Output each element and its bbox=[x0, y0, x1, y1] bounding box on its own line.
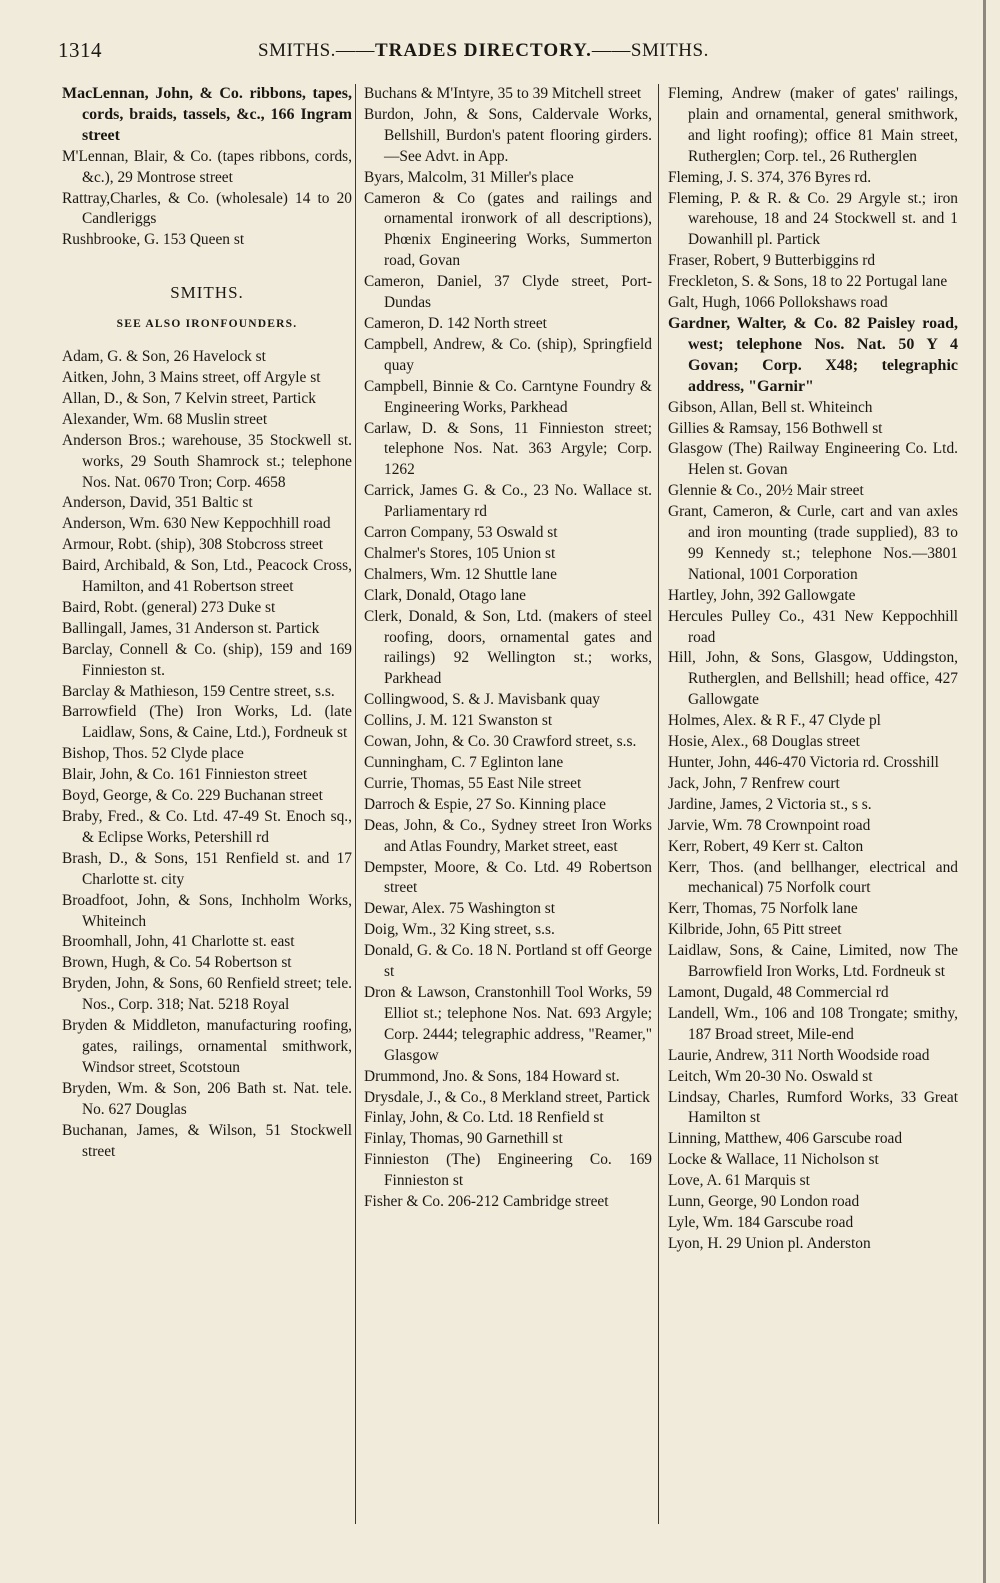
directory-entry: Gillies & Ramsay, 156 Bothwell st bbox=[668, 419, 883, 437]
directory-entry: Dron & Lawson, Cranstonhill Tool Works, 59 Elliot st.; telephone Nos. Nat. 693 Argyle; Corp. 2444; telegraphic address, "Reamer," Glasgow bbox=[364, 983, 652, 1064]
directory-entry: Allan, D., & Son, 7 Kelvin street, Partick bbox=[62, 389, 316, 407]
column-1-entries bbox=[62, 347, 352, 1162]
directory-entry: Broadfoot, John, & Sons, Inchholm Works, Whiteinch bbox=[62, 891, 352, 930]
directory-entry: Cunningham, C. 7 Eglinton lane bbox=[364, 754, 564, 771]
directory-entry: Collingwood, S. & J. Mavisbank quay bbox=[364, 691, 600, 709]
section-heading: SMITHS. bbox=[170, 283, 244, 303]
directory-entry: Barrowfield (The) Iron Works, Ld. (late Laidlaw, Sons, & Caine, Ltd.), Fordneuk st bbox=[62, 703, 352, 742]
directory-entry: Lunn, George, 90 London road bbox=[668, 1193, 860, 1211]
directory-entry: Glennie & Co., 20½ Mair street bbox=[668, 482, 864, 500]
directory-entry: Carrick, James G. & Co., 23 No. Wallace st. Parliamentary rd bbox=[364, 482, 652, 521]
directory-entry: Hunter, John, 446-470 Victoria rd. Crosshill bbox=[668, 754, 939, 771]
column-2-entries bbox=[364, 84, 652, 1213]
directory-entry: Lyon, H. 29 Union pl. Anderston bbox=[668, 1234, 871, 1252]
directory-entry: Finlay, Thomas, 90 Garnethill st bbox=[364, 1130, 563, 1148]
directory-entry: Jarvie, Wm. 78 Crownpoint road bbox=[668, 816, 871, 834]
directory-entry: Freckleton, S. & Sons, 18 to 22 Portugal lane bbox=[668, 273, 948, 291]
directory-entry: Carlaw, D. & Sons, 11 Finnieston street; telephone Nos. Nat. 363 Argyle; Corp. 1262 bbox=[364, 419, 652, 479]
directory-entry: Byars, Malcolm, 31 Miller's place bbox=[364, 168, 574, 186]
directory-entry: Cameron, Daniel, 37 Clyde street, Port-Dundas bbox=[364, 273, 652, 312]
column-divider-1 bbox=[355, 84, 356, 1524]
directory-entry: Buchans & M'Intyre, 35 to 39 Mitchell street bbox=[364, 85, 642, 102]
directory-entry: Buchanan, James, & Wilson, 51 Stockwell street bbox=[62, 1121, 352, 1160]
directory-entry: Kilbride, John, 65 Pitt street bbox=[668, 921, 842, 939]
directory-entry: Chalmers, Wm. 12 Shuttle lane bbox=[364, 565, 557, 583]
directory-entry: Campbell, Andrew, & Co. (ship), Springfield quay bbox=[364, 335, 652, 374]
page-header bbox=[58, 38, 928, 68]
column-divider-2 bbox=[658, 84, 659, 1524]
directory-entry: Fisher & Co. 206-212 Cambridge street bbox=[364, 1193, 609, 1211]
page-spine-edge bbox=[983, 0, 986, 1583]
directory-entry: Fleming, Andrew (maker of gates' railings, plain and ornamental, general smithwork, and light roofing); office 81 Main street, Rutherglen; Corp. tel., 26 Rutherglen bbox=[668, 85, 958, 165]
page-number: 1314 bbox=[58, 38, 102, 62]
directory-entry: Gibson, Allan, Bell st. Whiteinch bbox=[668, 398, 873, 416]
directory-entry: Cameron & Co (gates and railings and ornamental ironwork of all descriptions), Phœnix Engineering Works, Summerton road, Govan bbox=[364, 189, 652, 270]
directory-entry: Doig, Wm., 32 King street, s.s. bbox=[364, 921, 555, 939]
directory-entry: Carron Company, 53 Oswald st bbox=[364, 524, 558, 542]
directory-entry: Aitken, John, 3 Mains street, off Argyle st bbox=[62, 368, 321, 386]
directory-entry: Anderson, Wm. 630 New Keppochhill road bbox=[62, 515, 331, 533]
directory-entry: Braby, Fred., & Co. Ltd. 47-49 St. Enoch sq., & Eclipse Works, Petershill rd bbox=[62, 808, 352, 846]
directory-entry: Fleming, J. S. 374, 376 Byres rd. bbox=[668, 168, 872, 186]
directory-entry: Bishop, Thos. 52 Clyde place bbox=[62, 745, 244, 763]
directory-entry: Holmes, Alex. & R F., 47 Clyde pl bbox=[668, 712, 881, 730]
directory-entry: Lindsay, Charles, Rumford Works, 33 Great Hamilton st bbox=[668, 1088, 958, 1127]
directory-entry: Clark, Donald, Otago lane bbox=[364, 586, 526, 604]
directory-entry: Donald, G. & Co. 18 N. Portland st off George st bbox=[364, 942, 652, 981]
directory-entry: Armour, Robt. (ship), 308 Stobcross street bbox=[62, 536, 324, 554]
directory-entry: Broomhall, John, 41 Charlotte st. east bbox=[62, 933, 295, 951]
directory-entry: Anderson, David, 351 Baltic st bbox=[62, 494, 253, 512]
directory-entry: Collins, J. M. 121 Swanston st bbox=[364, 712, 553, 730]
directory-entry: Barclay & Mathieson, 159 Centre street, s.s. bbox=[62, 682, 335, 700]
directory-entry: Cameron, D. 142 North street bbox=[364, 314, 547, 332]
directory-entry: Kerr, Thomas, 75 Norfolk lane bbox=[668, 900, 858, 918]
directory-entry: Darroch & Espie, 27 So. Kinning place bbox=[364, 795, 606, 813]
directory-entry: Linning, Matthew, 406 Garscube road bbox=[668, 1130, 903, 1148]
directory-entry: Fraser, Robert, 9 Butterbiggins rd bbox=[668, 252, 876, 270]
running-title-left: SMITHS.—— bbox=[258, 40, 375, 61]
directory-entry: Deas, John, & Co., Sydney street Iron Works and Atlas Foundry, Market street, east bbox=[364, 816, 652, 855]
directory-entry: Finnieston (The) Engineering Co. 169 Finnieston st bbox=[364, 1151, 652, 1190]
directory-entry: Boyd, George, & Co. 229 Buchanan street bbox=[62, 787, 323, 805]
directory-entry: Bryden, Wm. & Son, 206 Bath st. Nat. tele. No. 627 Douglas bbox=[62, 1079, 352, 1118]
directory-entry: Finlay, John, & Co. Ltd. 18 Renfield st bbox=[364, 1109, 604, 1127]
directory-entry: Lyle, Wm. 184 Garscube road bbox=[668, 1213, 854, 1231]
directory-entry: Gardner, Walter, & Co. 82 Paisley road, west; telephone Nos. Nat. 50 Y 4 Govan; Corp. X48; telegraphic address, "Garnir" bbox=[668, 314, 958, 395]
directory-entry: Drummond, Jno. & Sons, 184 Howard st. bbox=[364, 1067, 620, 1085]
directory-entry: Rushbrooke, G. 153 Queen st bbox=[62, 231, 245, 249]
section-see-also: SEE ALSO IRONFOUNDERS. bbox=[116, 318, 298, 331]
directory-entry: Burdon, John, & Sons, Caldervale Works, Bellshill, Burdon's patent flooring girders.—See Advt. in App. bbox=[364, 105, 652, 165]
column-1-top-entries bbox=[62, 84, 352, 251]
directory-entry: Fleming, P. & R. & Co. 29 Argyle st.; iron warehouse, 18 and 24 Stockwell st. and 1 Dowanhill pl. Partick bbox=[668, 189, 958, 249]
directory-entry: Brash, D., & Sons, 151 Renfield st. and 17 Charlotte st. city bbox=[62, 849, 352, 888]
directory-entry: Adam, G. & Son, 26 Havelock st bbox=[62, 348, 266, 366]
directory-entry: Glasgow (The) Railway Engineering Co. Ltd. Helen st. Govan bbox=[668, 440, 958, 479]
column-3-entries bbox=[668, 84, 958, 1255]
directory-entry: Landell, Wm., 106 and 108 Trongate; smithy, 187 Broad street, Mile-end bbox=[668, 1004, 958, 1043]
directory-entry: Leitch, Wm 20-30 No. Oswald st bbox=[668, 1067, 873, 1085]
directory-entry: Baird, Archibald, & Son, Ltd., Peacock Cross, Hamilton, and 41 Robertson street bbox=[62, 557, 352, 596]
directory-entry: M'Lennan, Blair, & Co. (tapes ribbons, cords, &c.), 29 Montrose street bbox=[62, 147, 352, 186]
running-title bbox=[258, 40, 709, 62]
directory-entry: Bryden, John, & Sons, 60 Renfield street; tele. Nos., Corp. 318; Nat. 5218 Royal bbox=[62, 975, 352, 1014]
directory-entry: Anderson Bros.; warehouse, 35 Stockwell st. works, 29 South Shamrock st.; telephone Nos. Nat. 0670 Tron; Corp. 4658 bbox=[62, 431, 352, 491]
directory-entry: Kerr, Thos. (and bellhanger, electrical and mechanical) 75 Norfolk court bbox=[668, 858, 958, 897]
directory-entry: Locke & Wallace, 11 Nicholson st bbox=[668, 1151, 879, 1169]
directory-entry: Cowan, John, & Co. 30 Crawford street, s.s. bbox=[364, 733, 637, 751]
directory-entry: Bryden & Middleton, manufacturing roofing, gates, railings, ornamental smithwork, Windsor street, Scotstoun bbox=[62, 1017, 352, 1076]
directory-entry: Hercules Pulley Co., 431 New Keppochhill road bbox=[668, 607, 958, 646]
directory-entry: Grant, Cameron, & Curle, cart and van axles and iron mounting (trade supplied), 83 to 99 Kennedy st.; telephone Nos.—3801 National, 1001 Corporation bbox=[668, 503, 958, 583]
directory-entry: Barclay, Connell & Co. (ship), 159 and 169 Finnieston st. bbox=[62, 640, 352, 679]
directory-entry: Laurie, Andrew, 311 North Woodside road bbox=[668, 1046, 930, 1064]
directory-entry: Jack, John, 7 Renfrew court bbox=[668, 774, 840, 792]
directory-entry: Chalmer's Stores, 105 Union st bbox=[364, 544, 556, 562]
directory-entry: Ballingall, James, 31 Anderson st. Partick bbox=[62, 619, 320, 637]
directory-entry: Brown, Hugh, & Co. 54 Robertson st bbox=[62, 954, 292, 972]
column-1 bbox=[62, 84, 352, 1162]
running-title-right: ——SMITHS. bbox=[591, 40, 709, 61]
directory-entry: Kerr, Robert, 49 Kerr st. Calton bbox=[668, 837, 864, 855]
column-2 bbox=[364, 84, 652, 1213]
directory-entry: Love, A. 61 Marquis st bbox=[668, 1172, 810, 1190]
running-title-center: TRADES DIRECTORY. bbox=[374, 40, 592, 61]
directory-entry: Galt, Hugh, 1066 Pollokshaws road bbox=[668, 294, 888, 312]
directory-entry: Laidlaw, Sons, & Caine, Limited, now The Barrowfield Iron Works, Ltd. Fordneuk st bbox=[668, 942, 958, 981]
directory-entry: Dewar, Alex. 75 Washington st bbox=[364, 900, 556, 918]
directory-entry: Lamont, Dugald, 48 Commercial rd bbox=[668, 983, 889, 1001]
directory-entry: Jardine, James, 2 Victoria st., s s. bbox=[668, 795, 872, 813]
directory-entry: Blair, John, & Co. 161 Finnieston street bbox=[62, 766, 308, 784]
column-3 bbox=[668, 84, 958, 1255]
directory-entry: MacLennan, John, & Co. ribbons, tapes, cords, braids, tassels, &c., 166 Ingram street bbox=[62, 85, 352, 144]
directory-entry: Baird, Robt. (general) 273 Duke st bbox=[62, 598, 276, 616]
directory-entry: Campbell, Binnie & Co. Carntyne Foundry & Engineering Works, Parkhead bbox=[364, 377, 652, 416]
directory-entry: Rattray,Charles, & Co. (wholesale) 14 to 20 Candleriggs bbox=[62, 189, 352, 228]
directory-entry: Dempster, Moore, & Co. Ltd. 49 Robertson street bbox=[364, 858, 652, 897]
directory-entry: Currie, Thomas, 55 East Nile street bbox=[364, 774, 582, 792]
directory-entry: Drysdale, J., & Co., 8 Merkland street, Partick bbox=[364, 1088, 650, 1106]
directory-entry: Hill, John, & Sons, Glasgow, Uddingston, Rutherglen, and Bellshill; head office, 427 Gallowgate bbox=[668, 649, 958, 709]
directory-entry: Clerk, Donald, & Son, Ltd. (makers of steel roofing, doors, ornamental gates and railings) 92 Wellington st.; works, Parkhead bbox=[364, 607, 652, 688]
directory-entry: Alexander, Wm. 68 Muslin street bbox=[62, 410, 268, 428]
directory-entry: Hosie, Alex., 68 Douglas street bbox=[668, 733, 860, 751]
directory-entry: Hartley, John, 392 Gallowgate bbox=[668, 586, 856, 604]
